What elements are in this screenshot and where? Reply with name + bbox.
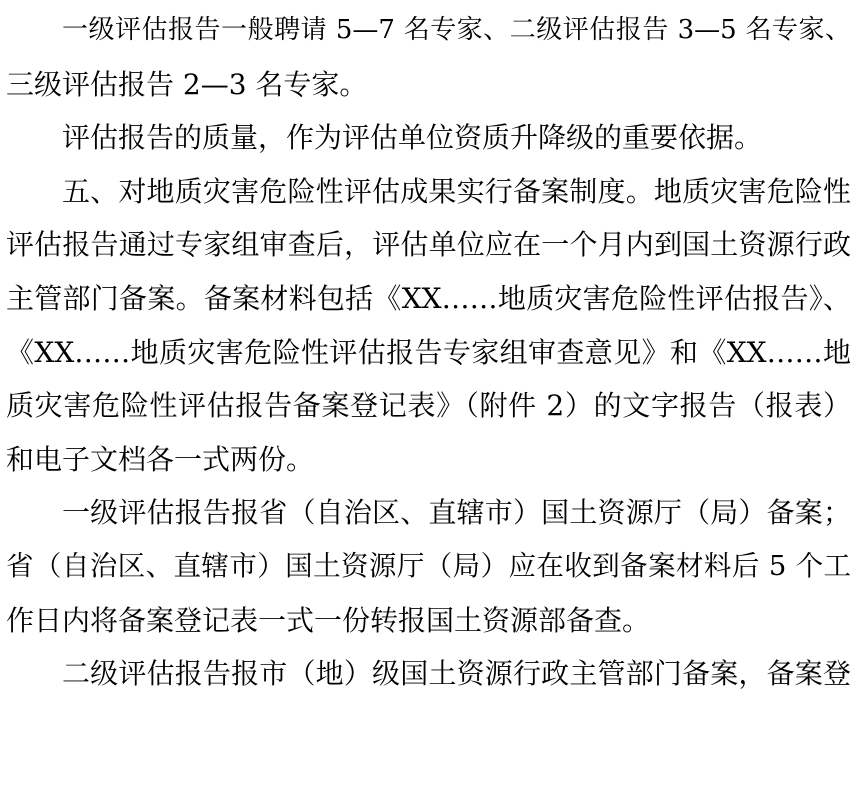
paragraph-line: 二级评估报告报市（地）级国土资源行政主管部门备案，备案登	[62, 657, 851, 691]
paragraph-line: 一级评估报告报省（自治区、直辖市）国土资源厅（局）备案；	[62, 496, 851, 530]
paragraph-line: 《XX……地质灾害危险性评估报告专家组审查意见》和《XX……地	[6, 335, 851, 369]
paragraph-line: 一级评估报告一般聘请 5—7 名专家、二级评估报告 3—5 名专家、	[62, 15, 851, 45]
paragraph-line: 五、对地质灾害危险性评估成果实行备案制度。地质灾害危险性	[62, 174, 851, 208]
paragraph-line: 三级评估报告 2—3 名专家。	[6, 67, 368, 101]
paragraph-line: 评估报告通过专家组审查后，评估单位应在一个月内到国土资源行政	[6, 228, 851, 262]
paragraph-line: 评估报告的质量，作为评估单位资质升降级的重要依据。	[62, 121, 763, 155]
paragraph-line: 省（自治区、直辖市）国土资源厅（局）应在收到备案材料后 5 个工	[6, 549, 851, 582]
paragraph-line: 质灾害危险性评估报告备案登记表》（附件 2）的文字报告（报表）	[6, 389, 851, 423]
paragraph-line: 主管部门备案。备案材料包括《XX……地质灾害危险性评估报告》、	[6, 281, 851, 315]
paragraph-line: 作日内将备案登记表一式一份转报国土资源部备查。	[6, 603, 651, 637]
paragraph-line: 和电子文档各一式两份。	[6, 442, 315, 476]
